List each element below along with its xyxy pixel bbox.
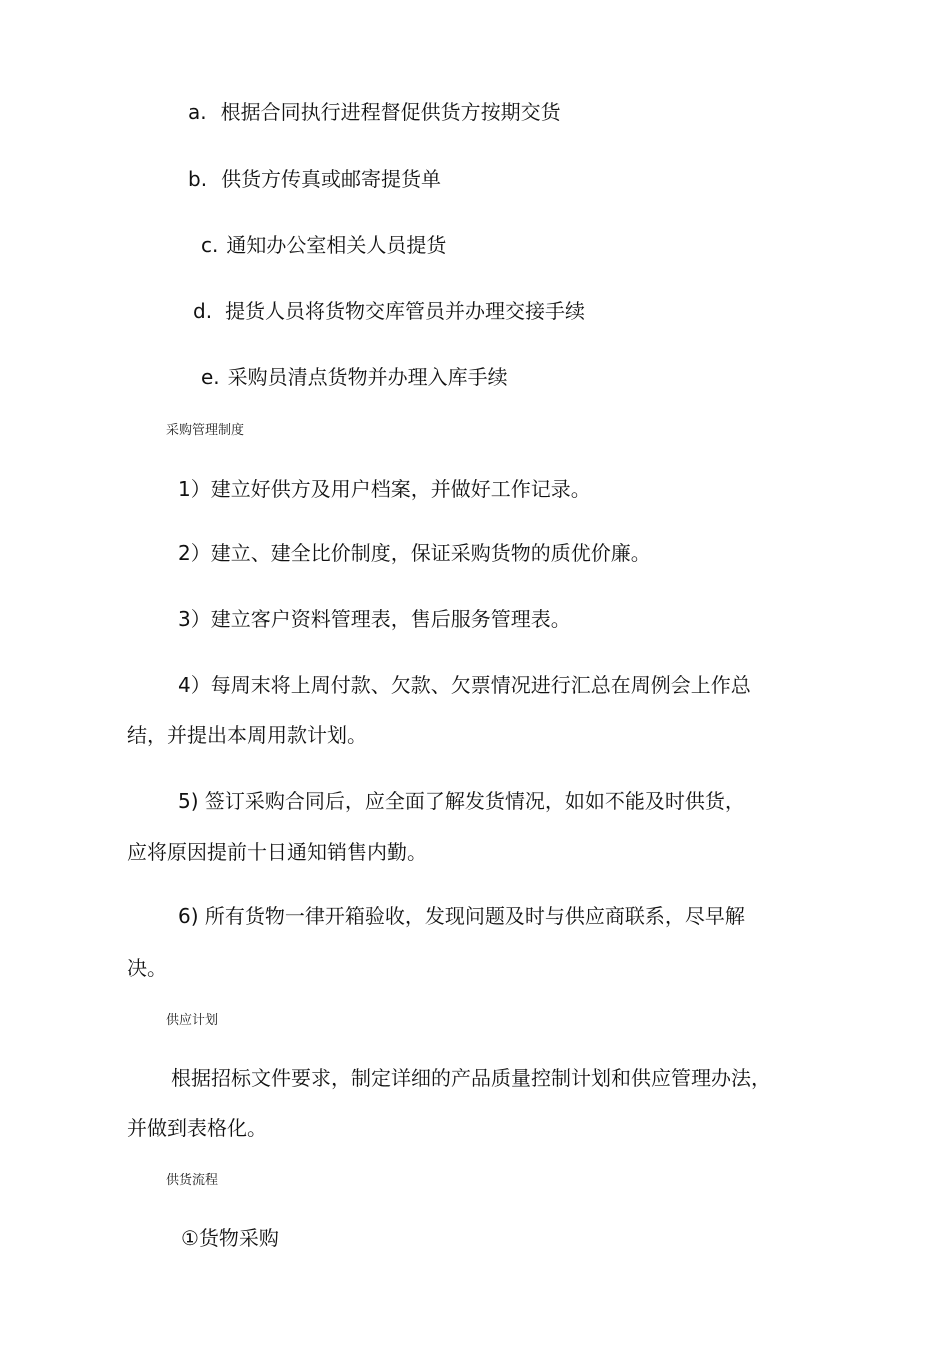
procurement-rule-5-line-2: 应将原因提前十日通知销售内勤。: [127, 840, 427, 864]
step-marker: e.: [201, 365, 220, 389]
step-text: 根据合同执行进程督促供货方按期交货: [220, 100, 561, 124]
step-text: 采购员清点货物并办理入库手续: [227, 365, 508, 389]
procurement-rule-5-line-1: 5) 签订采购合同后，应全面了解发货情况，如如不能及时供货，: [178, 789, 745, 813]
supply-plan-line-2: 并做到表格化。: [127, 1116, 267, 1140]
step-item-d: [193, 299, 585, 323]
section-heading-supply-plan: 供应计划: [166, 1013, 219, 1028]
supply-plan-line-1: 根据招标文件要求，制定详细的产品质量控制计划和供应管理办法，: [171, 1066, 771, 1090]
step-text: 供货方传真或邮寄提货单: [221, 167, 442, 191]
procurement-rule-3: 3）建立客户资料管理表，售后服务管理表。: [178, 607, 571, 631]
procurement-rule-6-line-2: 决。: [127, 956, 167, 980]
step-item-a: [188, 100, 561, 124]
step-text: 通知办公室相关人员提货: [226, 233, 447, 257]
step-marker: a.: [188, 100, 207, 124]
step-marker: d.: [193, 299, 213, 323]
step-item-e: [201, 365, 508, 389]
procurement-rule-1: 1）建立好供方及用户档案，并做好工作记录。: [178, 477, 591, 501]
section-heading-procurement-system: 采购管理制度: [166, 423, 245, 438]
step-marker: c.: [201, 233, 219, 257]
procurement-rule-6-line-1: 6) 所有货物一律开箱验收，发现问题及时与供应商联系，尽早解: [178, 904, 745, 928]
step-marker: b.: [188, 167, 208, 191]
supply-process-item-1: ①货物采购: [181, 1226, 279, 1250]
procurement-rule-2: 2）建立、建全比价制度，保证采购货物的质优价廉。: [178, 541, 651, 565]
section-heading-supply-process: 供货流程: [166, 1173, 219, 1188]
step-item-b: [188, 167, 441, 191]
procurement-rule-4-line-1: 4）每周末将上周付款、欠款、欠票情况进行汇总在周例会上作总: [178, 673, 751, 697]
step-item-c: [201, 233, 446, 257]
procurement-rule-4-line-2: 结，并提出本周用款计划。: [127, 723, 367, 747]
step-text: 提货人员将货物交库管员并办理交接手续: [225, 299, 586, 323]
